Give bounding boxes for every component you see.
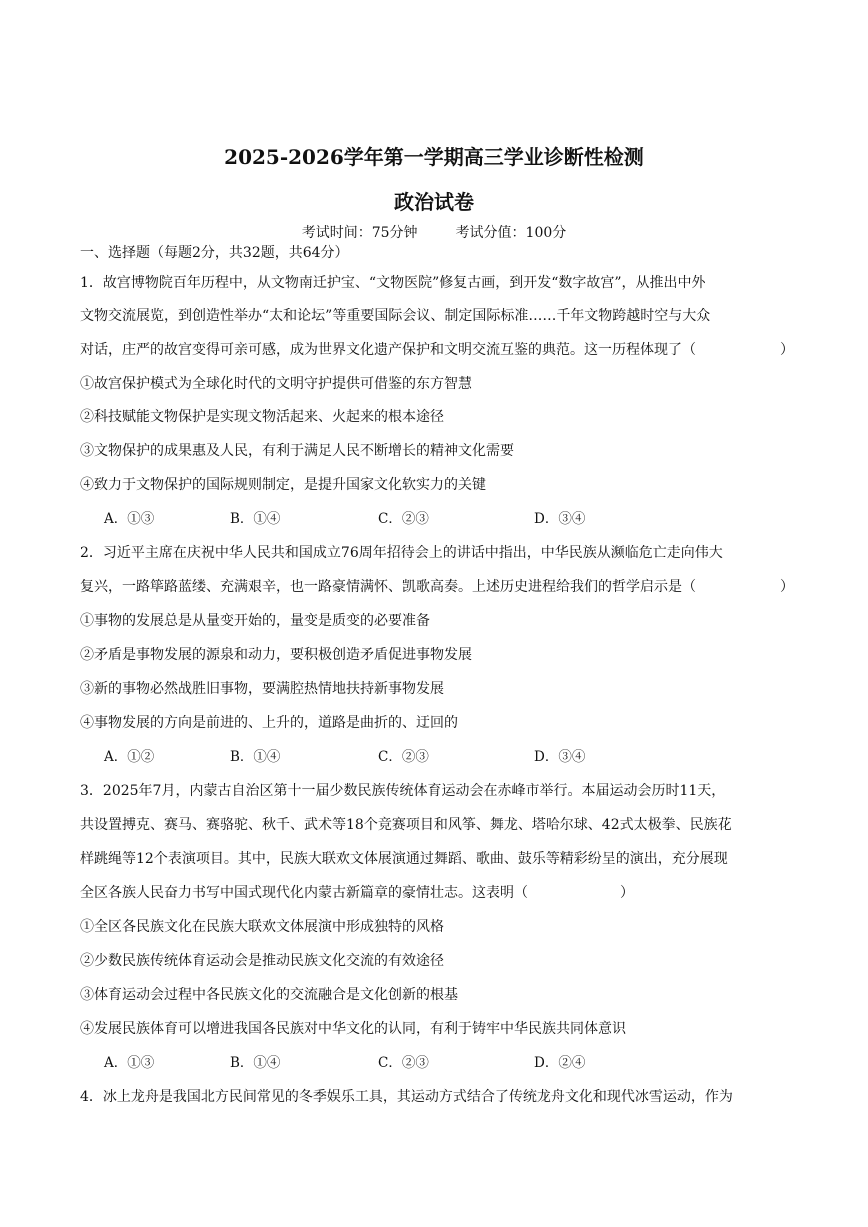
q3-answer-paren: ） [620,885,634,901]
q1-item: ④致力于文物保护的国际规则制定，是提升国家文化软实力的关键 [80,477,486,493]
exam-time: 考试时间：75分钟 [301,225,418,241]
q1-stem-line: 1．故宫博物院百年历程中，从文物南迁护宝、“文物医院”修复古画，到开发“数字故宫”，从推出中外 [80,275,706,291]
q3-stem-line: 3．2025年7月，内蒙古自治区第十一届少数民族传统体育运动会在赤峰市举行。本届运动会历时11天， [80,783,726,799]
exam-meta [0,222,868,242]
option-a[interactable]: A．①② [104,749,155,765]
q1-item: ②科技赋能文物保护是实现文物活起来、火起来的根本途径 [80,409,444,425]
q2-item: ③新的事物必然战胜旧事物，要满腔热情地扶持新事物发展 [80,681,444,697]
option-d[interactable]: D．③④ [534,511,586,527]
q4-stem-line: 4．冰上龙舟是我国北方民间常见的冬季娱乐工具，其运动方式结合了传统龙舟文化和现代冰雪运动，作为 [80,1089,733,1105]
option-c[interactable]: C．②③ [378,1055,429,1071]
q3-item: ②少数民族传统体育运动会是推动民族文化交流的有效途径 [80,953,444,969]
q2-stem-line: 2．习近平主席在庆祝中华人民共和国成立76周年招待会上的讲话中指出，中华民族从濒临危亡走向伟大 [80,545,723,561]
q2-item: ④事物发展的方向是前进的、上升的，道路是曲折的、迂回的 [80,715,458,731]
q3-stem-line: 共设置搏克、赛马、赛骆驼、秋千、武术等18个竞赛项目和风筝、舞龙、塔哈尔球、42式太极拳、民族花 [80,817,732,833]
q1-item: ①故宫保护模式为全球化时代的文明守护提供可借鉴的东方智慧 [80,376,472,392]
exam-title: 2025-2026学年第一学期高三学业诊断性检测 [224,145,644,169]
q2-item: ①事物的发展总是从量变开始的，量变是质变的必要准备 [80,613,430,629]
q1-item: ③文物保护的成果惠及人民，有利于满足人民不断增长的精神文化需要 [80,443,514,459]
q2-stem-line: 复兴，一路筚路蓝缕、充满艰辛，也一路豪情满怀、凯歌高奏。上述历史进程给我们的哲学启示是（ [80,579,696,595]
option-a[interactable]: A．①③ [104,1055,155,1071]
option-a[interactable]: A．①③ [104,511,155,527]
q3-item: ④发展民族体育可以增进我国各民族对中华文化的认同，有利于铸牢中华民族共同体意识 [80,1021,626,1037]
q1-stem-line: 文物交流展览，到创造性举办“太和论坛”等重要国际会议、制定国际标准……千年文物跨越时空与大众 [80,308,711,324]
option-b[interactable]: B．①④ [230,749,281,765]
option-d[interactable]: D．③④ [534,749,586,765]
option-c[interactable]: C．②③ [378,749,429,765]
option-c[interactable]: C．②③ [378,511,429,527]
option-b[interactable]: B．①④ [230,1055,281,1071]
q3-item: ①全区各民族文化在民族大联欢文体展演中形成独特的风格 [80,919,444,935]
q2-item: ②矛盾是事物发展的源泉和动力，要积极创造矛盾促进事物发展 [80,647,472,663]
exam-subtitle: 政治试卷 [394,190,474,214]
q3-stem-line: 样跳绳等12个表演项目。其中，民族大联欢文体展演通过舞蹈、歌曲、鼓乐等精彩纷呈的演出，充分展现 [80,851,728,867]
q3-item: ③体育运动会过程中各民族文化的交流融合是文化创新的根基 [80,987,458,1003]
option-d[interactable]: D．②④ [534,1055,586,1071]
q2-answer-paren: ） [780,579,794,595]
q3-stem-line: 全区各族人民奋力书写中国式现代化内蒙古新篇章的豪情壮志。这表明（ [80,885,528,901]
q1-stem-line: 对话，庄严的故宫变得可亲可感，成为世界文化遗产保护和文明交流互鉴的典范。这一历程体现了（ [80,342,696,358]
exam-score: 考试分值：100分 [455,225,567,241]
q1-answer-paren: ） [780,342,794,358]
option-b[interactable]: B．①④ [230,511,281,527]
section-heading: 一、选择题（每题2分，共32题，共64分） [80,245,349,261]
